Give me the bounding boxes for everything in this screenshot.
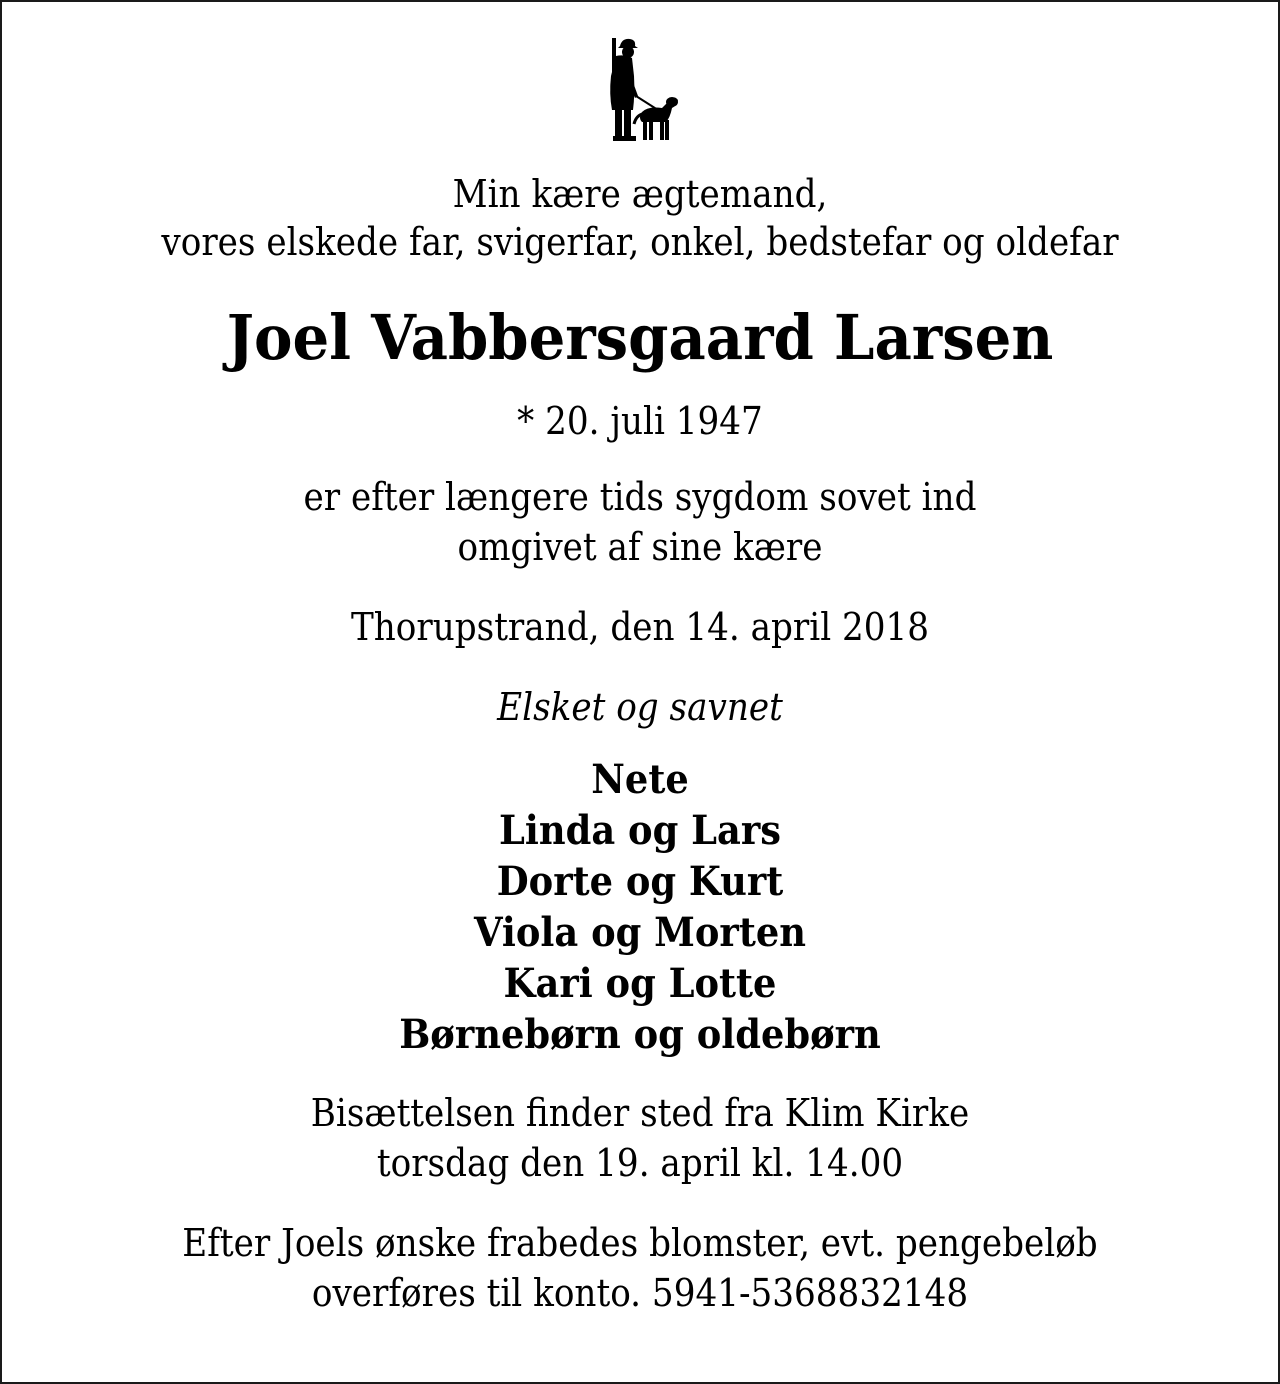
tagline: [2, 680, 1278, 734]
place-and-date-text: Thorupstrand, den 14. april 2018: [350, 605, 930, 649]
hunter-with-dog-icon: [602, 36, 682, 146]
place-and-date: [2, 600, 1278, 654]
deceased-name-text: Joel Vabbersgaard Larsen: [226, 301, 1054, 374]
mourner-name: Kari og Lotte: [503, 960, 777, 1007]
passing-text: [2, 472, 1278, 572]
mourners-list: [2, 754, 1278, 1060]
passing-line: er efter længere tids sygdom sovet ind: [303, 475, 977, 519]
wishes-line: Efter Joels ønske frabedes blomster, evt. pengebeløb: [182, 1221, 1098, 1265]
deceased-name: [2, 300, 1278, 376]
mourner-name: Dorte og Kurt: [496, 858, 784, 905]
funeral-info: [2, 1088, 1278, 1188]
tagline-text: Elsket og savnet: [497, 685, 783, 729]
intro-line: Min kære ægtemand,: [452, 172, 828, 216]
intro-text: [2, 170, 1278, 266]
mourner-name: Viola og Morten: [473, 909, 806, 956]
mourner-name: Linda og Lars: [499, 807, 781, 854]
donation-wishes: [2, 1218, 1278, 1318]
birth-date: [2, 394, 1278, 448]
mourner-name: Børnebørn og oldebørn: [399, 1011, 881, 1058]
wishes-line: overføres til konto. 5941-5368832148: [311, 1271, 969, 1315]
intro-line: vores elskede far, svigerfar, onkel, bedstefar og oldefar: [161, 220, 1119, 264]
mourner-name: Nete: [591, 756, 689, 803]
funeral-line: Bisættelsen finder sted fra Klim Kirke: [310, 1091, 970, 1135]
birth-date-text: * 20. juli 1947: [517, 399, 763, 443]
passing-line: omgivet af sine kære: [457, 525, 823, 569]
funeral-line: torsdag den 19. april kl. 14.00: [376, 1141, 904, 1185]
